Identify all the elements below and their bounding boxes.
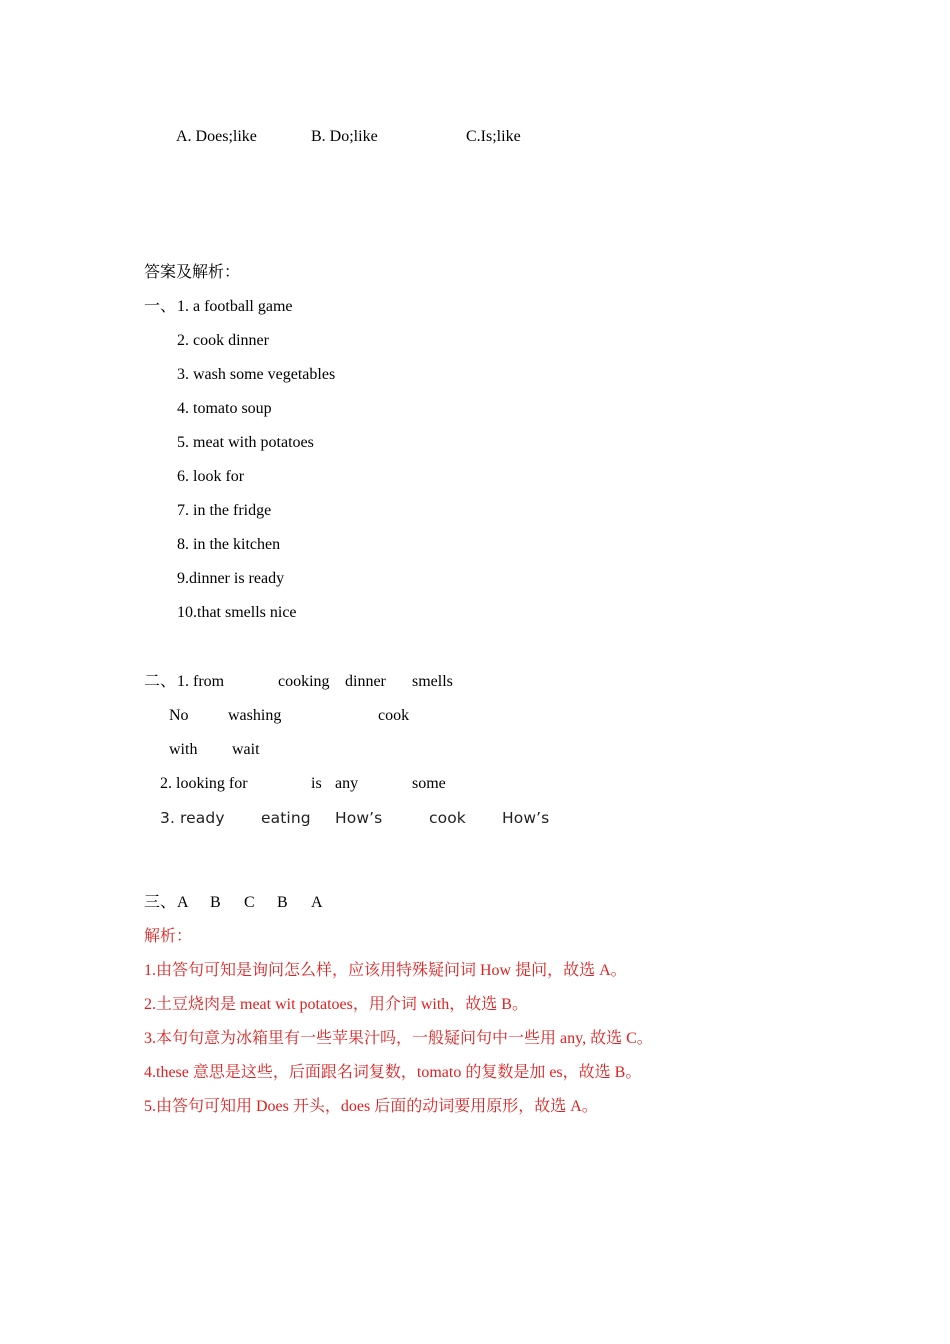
section1-item: 1. a football game [177, 298, 293, 315]
section3-answer: B [210, 894, 221, 911]
section3-answer: A [311, 894, 323, 911]
analysis-line: 2.土豆烧肉是 meat wit potatoes，用介词 with，故选 B。 [144, 996, 528, 1013]
section2-marker: 二、 [144, 673, 177, 690]
scan-smudge [565, 799, 612, 829]
analysis-line: 3.本句句意为冰箱里有一些苹果汁吗，一般疑问句中一些用 any, 故选 C。 [144, 1030, 653, 1047]
section2-word: any [335, 775, 359, 792]
analysis-line: 1.由答句可知是询问怎么样，应该用特殊疑问词 How 提问，故选 A。 [144, 962, 627, 979]
section1-item: 2. cook dinner [177, 332, 269, 349]
section2-word: dinner [345, 673, 386, 690]
section2-word: How’s [335, 809, 383, 827]
section2-word: cook [429, 809, 466, 827]
option-b: B. Do;like [311, 128, 378, 145]
section1-item: 3. wash some vegetables [177, 366, 336, 383]
section3-answer: C [244, 894, 255, 911]
section2-word: wait [232, 741, 260, 758]
section1-item: 5. meat with potatoes [177, 434, 314, 451]
section2-word: eating [261, 809, 311, 827]
section3-marker: 三、 [144, 894, 177, 911]
section1-item: 6. look for [177, 468, 245, 485]
section1-item: 7. in the fridge [177, 502, 272, 519]
section1-item: 10.that smells nice [177, 604, 297, 621]
section2-word: some [412, 775, 446, 792]
section1-item: 4. tomato soup [177, 400, 272, 417]
section2-word: with [169, 741, 198, 758]
section1-item: 8. in the kitchen [177, 536, 281, 553]
section2-word: 3. ready [160, 809, 225, 827]
option-c: C.Is;like [466, 128, 521, 145]
section2-word: is [311, 775, 322, 792]
option-a: A. Does;like [176, 128, 257, 145]
analysis-title: 解析： [144, 928, 193, 945]
section2-word: 1. from [177, 673, 225, 690]
section2-word: cooking [278, 673, 330, 690]
section2-word: 2. looking for [160, 775, 248, 792]
section1-item: 9.dinner is ready [177, 570, 285, 587]
section3-answer: A [177, 894, 189, 911]
answer-header: 答案及解析： [144, 264, 241, 281]
section2-word: How’s [502, 809, 550, 827]
analysis-line: 4.these 意思是这些，后面跟名词复数，tomato 的复数是加 es，故选 B。 [144, 1064, 642, 1081]
section2-word: cook [378, 707, 410, 724]
section1-marker: 一、 [144, 298, 177, 315]
section3-answer: B [277, 894, 288, 911]
section2-word: washing [228, 707, 282, 724]
section2-word: smells [412, 673, 453, 690]
analysis-line: 5.由答句可知用 Does 开头，does 后面的动词要用原形，故选 A。 [144, 1098, 598, 1115]
section2-word: No [169, 707, 189, 724]
